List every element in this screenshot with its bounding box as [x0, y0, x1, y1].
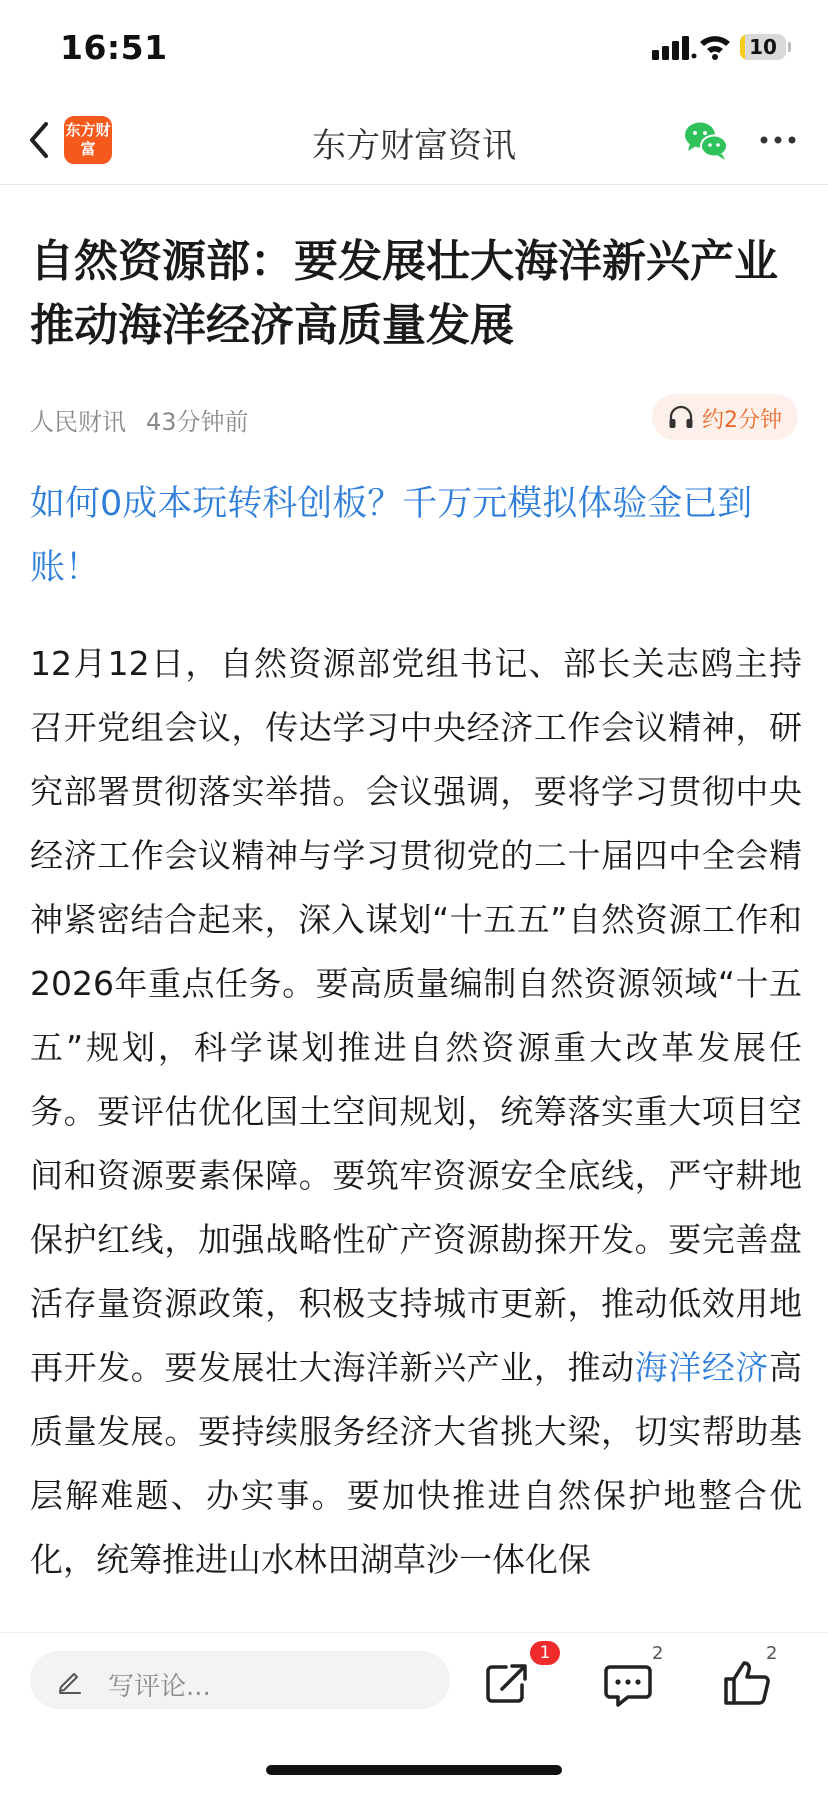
- more-dots-icon[interactable]: [756, 126, 800, 154]
- comment-input[interactable]: [30, 1651, 450, 1709]
- chevron-left-icon[interactable]: [20, 116, 60, 164]
- status-time: 16:51: [60, 28, 168, 67]
- article-source: 人民财讯: [30, 408, 126, 436]
- headphones-icon: [668, 405, 694, 429]
- article-time: 43分钟前: [146, 408, 249, 436]
- comment-placeholder: 写评论...: [108, 1672, 211, 1702]
- bottom-toolbar: [0, 1632, 828, 1793]
- comment-count: 2: [652, 1643, 664, 1664]
- wifi-icon: [698, 32, 732, 60]
- status-bar: [0, 0, 828, 96]
- cellular-signal-icon: [652, 36, 698, 60]
- promo-link[interactable]: 如何0成本玩转科创板？千万元模拟体验金已到账！: [30, 484, 753, 588]
- share-badge: 1: [530, 1641, 560, 1665]
- article-headline: 自然资源部：要发展壮大海洋新兴产业 推动海洋经济高质量发展: [30, 236, 778, 351]
- home-indicator: [266, 1765, 562, 1775]
- pen-icon: [56, 1667, 84, 1695]
- battery-indicator: [740, 34, 792, 62]
- share-icon[interactable]: [478, 1655, 538, 1711]
- nav-bar: [0, 96, 828, 185]
- battery-level-text: 10: [749, 35, 777, 59]
- body-text-part-2: 高质量发展。要持续服务经济大省挑大梁，切实帮助基层解难题、办实事。要加快推进自然保护地整合优化，统筹推进山水林田湖草沙一体化保: [30, 1348, 803, 1579]
- page-title: 东方财富资讯: [312, 126, 516, 166]
- listen-audio-button[interactable]: [652, 394, 798, 440]
- comment-bubble-icon[interactable]: [598, 1655, 658, 1711]
- audio-duration-label: 约2分钟: [702, 408, 782, 433]
- wechat-icon[interactable]: [682, 118, 730, 162]
- article-body: [30, 632, 802, 1592]
- like-count: 2: [766, 1643, 778, 1664]
- body-text-part-1: 12月12日，自然资源部党组书记、部长关志鸥主持召开党组会议，传达学习中央经济工作会议精神，研究部署贯彻落实举措。会议强调，要将学习贯彻中央经济工作会议精神与学习贯彻党的二十届四中全会精神紧密结合起来，深入谋划“十五五”自然资源工作和2026年重点任务。要高质量编制自然资源领域“十五五”规划，科学谋划推进自然资源重大改革发展任务。要评估优化国土空间规划，统筹落实重大项目空间和资源要素保障。要筑牢资源安全底线，严守耕地保护红线，加强战略性矿产资源勘探开发。要完善盘活存量资源政策，积极支持城市更新，推动低效用地再开发。要发展壮大海洋新兴产业，推动: [30, 644, 802, 1387]
- app-logo: 东方财富: [64, 116, 112, 164]
- body-keyword-link[interactable]: 海洋经济: [634, 1348, 770, 1387]
